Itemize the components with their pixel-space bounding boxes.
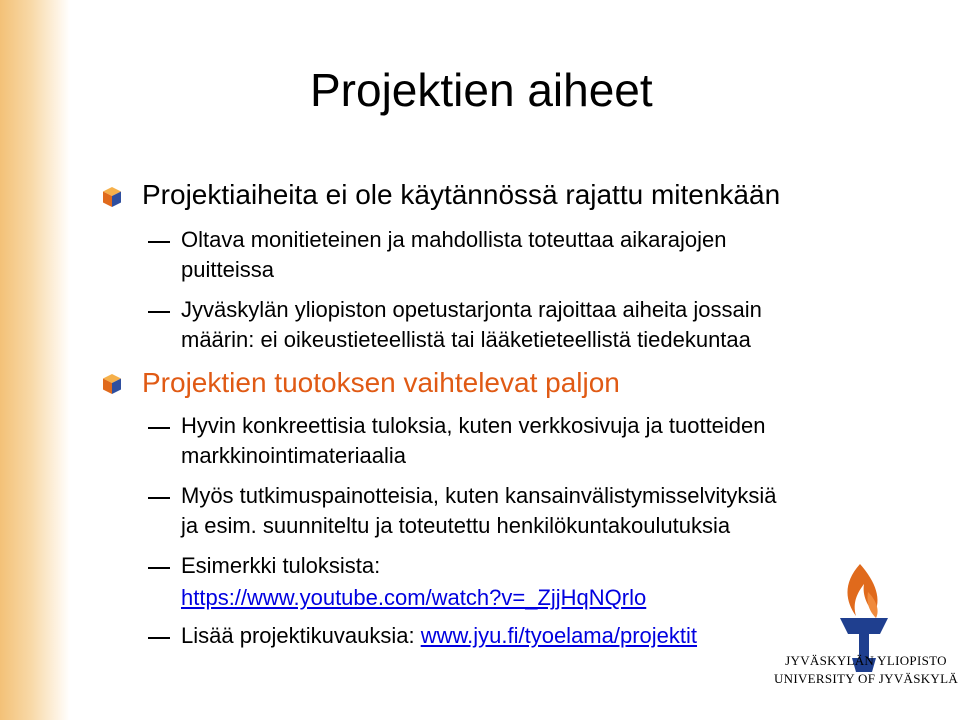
sub-bullet-text: markkinointimateriaalia: [181, 443, 406, 468]
sub-bullet-text: Myös tutkimuspainotteisia, kuten kansainvälistymisselvityksiä: [181, 483, 777, 508]
dash-marker: [148, 497, 170, 499]
sub-bullet-text: määrin: ei oikeustieteellistä tai lääketieteellistä tiedekuntaa: [181, 327, 751, 352]
projects-link[interactable]: www.jyu.fi/tyoelama/projektit: [420, 623, 698, 648]
sub-bullet-text: Hyvin konkreettisia tuloksia, kuten verkkosivuja ja tuotteiden: [181, 413, 766, 438]
university-logo-icon: [772, 562, 952, 712]
sub-bullet-text: Esimerkki tuloksista:: [181, 553, 381, 578]
dash-marker: [148, 311, 170, 313]
sub-bullet-link-line: [181, 621, 697, 651]
sub-bullet-text: Oltava monitieteinen ja mahdollista toteuttaa aikarajojen: [181, 227, 727, 252]
university-name-en: UNIVERSITY OF JYVÄSKYLÄ: [773, 671, 959, 686]
dash-marker: [148, 637, 170, 639]
sub-bullet-text: puitteissa: [181, 257, 274, 282]
sub-bullet-link-line: [181, 583, 646, 613]
bullet-text: Projektiaiheita ei ole käytännössä rajattu mitenkään: [142, 179, 781, 210]
dash-marker: [148, 241, 170, 243]
dash-marker: [148, 427, 170, 429]
bullet-text: Projektien tuotoksen vaihtelevat paljon: [142, 367, 620, 398]
sub-bullet-text: ja esim. suunniteltu ja toteutettu henkilökuntakoulutuksia: [181, 513, 731, 538]
sub-bullet-text: Lisää projektikuvauksia:: [181, 623, 421, 648]
cube-bullet-icon: [102, 373, 122, 395]
university-name-fi: JYVÄSKYLÄN YLIOPISTO: [785, 653, 947, 668]
youtube-link[interactable]: https://www.youtube.com/watch?v=_ZjjHqNQrlo: [181, 585, 647, 610]
cube-bullet-icon: [102, 186, 122, 208]
slide-title: Projektien aiheet: [310, 64, 653, 116]
dash-marker: [148, 567, 170, 569]
sub-bullet-text: Jyväskylän yliopiston opetustarjonta rajoittaa aiheita jossain: [181, 297, 762, 322]
